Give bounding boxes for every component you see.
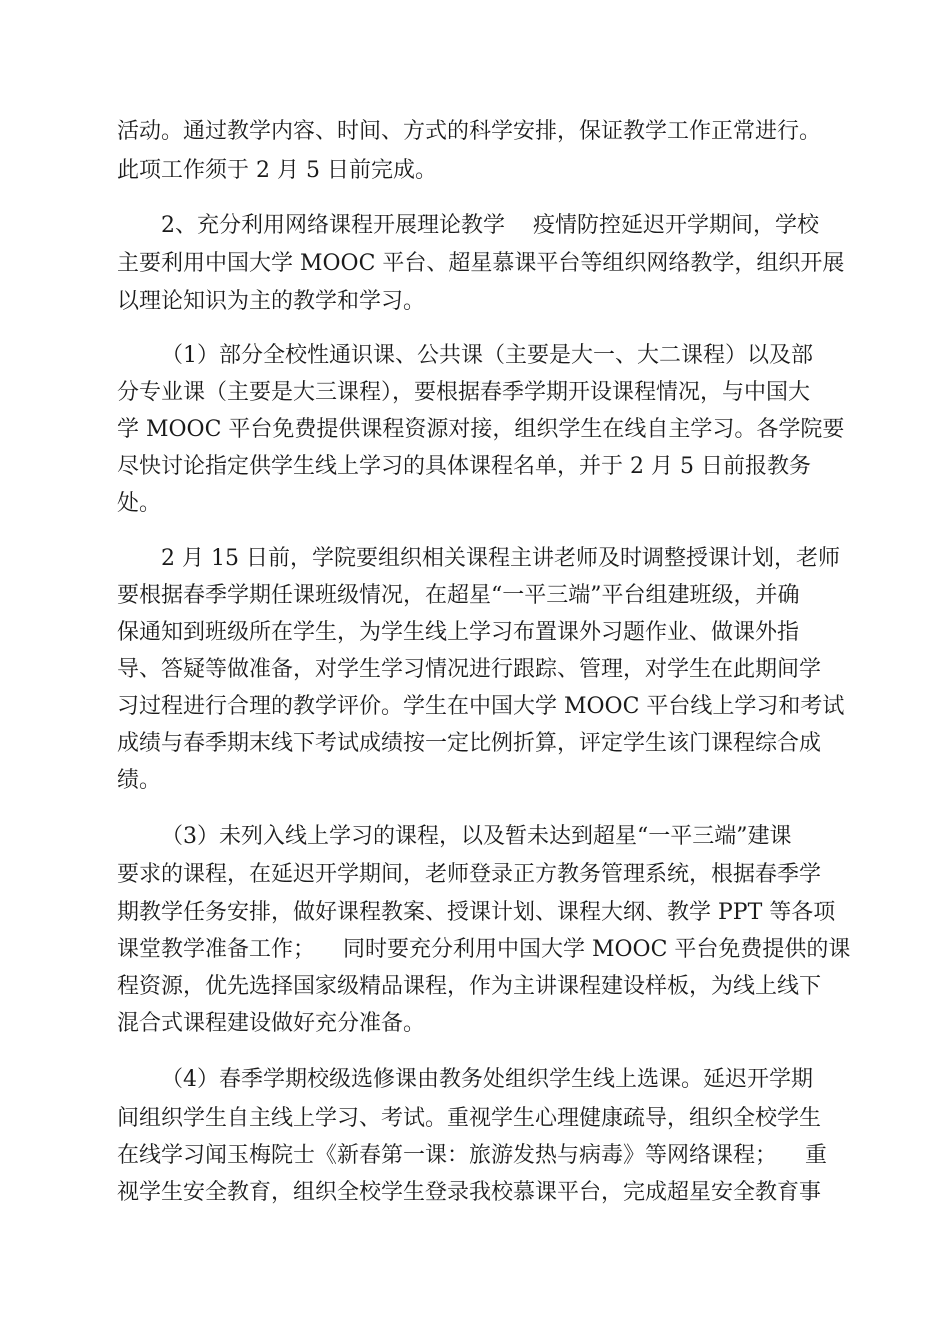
paragraph-1-line-1: 活动。通过教学内容、时间、方式的科学安排，保证教学工作正常进行。 xyxy=(117,119,822,144)
paragraph-4-line-1: 2 月 15 日前，学院要组织相关课程主讲老师及时调整授课计划，老师 xyxy=(161,546,840,571)
paragraph-3-line-5: 处。 xyxy=(117,491,162,516)
paragraph-4-line-5: 习过程进行合理的教学评价。学生在中国大学 MOOC 平台线上学习和考试 xyxy=(117,694,845,719)
paragraph-5-line-3: 期教学任务安排，做好课程教案、授课计划、课程大纲、教学 PPT 等各项 xyxy=(117,900,836,925)
paragraph-6-line-2: 间组织学生自主线上学习、考试。重视学生心理健康疏导，组织全校学生 xyxy=(117,1106,822,1131)
paragraph-2-line-1: 2、充分利用网络课程开展理论教学 疫情防控延迟开学期间，学校 xyxy=(161,213,819,238)
paragraph-3-line-2: 分专业课（主要是大三课程），要根据春季学期开设课程情况，与中国大 xyxy=(117,380,811,405)
paragraph-6-line-4: 视学生安全教育，组织全校学生登录我校慕课平台，完成超星安全教育事 xyxy=(117,1180,822,1205)
paragraph-4-line-7: 绩。 xyxy=(117,768,162,793)
paragraph-5-line-2: 要求的课程，在延迟开学期间，老师登录正方教务管理系统，根据春季学 xyxy=(117,862,822,887)
paragraph-5-line-6: 混合式课程建设做好充分准备。 xyxy=(117,1011,426,1036)
paragraph-1-line-2: 此项工作须于 2 月 5 日前完成。 xyxy=(117,158,437,183)
paragraph-3-line-4: 尽快讨论指定供学生线上学习的具体课程名单，并于 2 月 5 日前报教务 xyxy=(117,454,811,479)
paragraph-3-line-3: 学 MOOC 平台免费提供课程资源对接，组织学生在线自主学习。各学院要 xyxy=(117,417,845,442)
paragraph-6-line-1: （4）春季学期校级选修课由教务处组织学生线上选课。延迟开学期 xyxy=(161,1067,813,1092)
paragraph-6-line-3: 在线学习闻玉梅院士《新春第一课：旅游发热与病毒》等网络课程； 重 xyxy=(117,1143,827,1168)
paragraph-3-line-1: （1）部分全校性通识课、公共课（主要是大一、大二课程）以及部 xyxy=(161,343,813,368)
paragraph-2-line-3: 以理论知识为主的教学和学习。 xyxy=(117,289,426,314)
paragraph-5-line-1: （3）未列入线上学习的课程，以及暂未达到超星“一平三端”建课 xyxy=(161,824,792,849)
paragraph-4-line-2: 要根据春季学期任课班级情况，在超星“一平三端”平台组建班级，并确 xyxy=(117,583,800,608)
paragraph-4-line-4: 导、答疑等做准备，对学生学习情况进行跟踪、管理，对学生在此期间学 xyxy=(117,657,822,682)
paragraph-2-line-2: 主要利用中国大学 MOOC 平台、超星慕课平台等组织网络教学，组织开展 xyxy=(117,251,845,276)
paragraph-4-line-3: 保通知到班级所在学生，为学生线上学习布置课外习题作业、做课外指 xyxy=(117,620,800,645)
paragraph-4-line-6: 成绩与春季期末线下考试成绩按一定比例折算，评定学生该门课程综合成 xyxy=(117,731,822,756)
paragraph-5-line-5: 程资源，优先选择国家级精品课程，作为主讲课程建设样板，为线上线下 xyxy=(117,974,822,999)
paragraph-5-line-4: 课堂教学准备工作； 同时要充分利用中国大学 MOOC 平台免费提供的课 xyxy=(117,937,851,962)
